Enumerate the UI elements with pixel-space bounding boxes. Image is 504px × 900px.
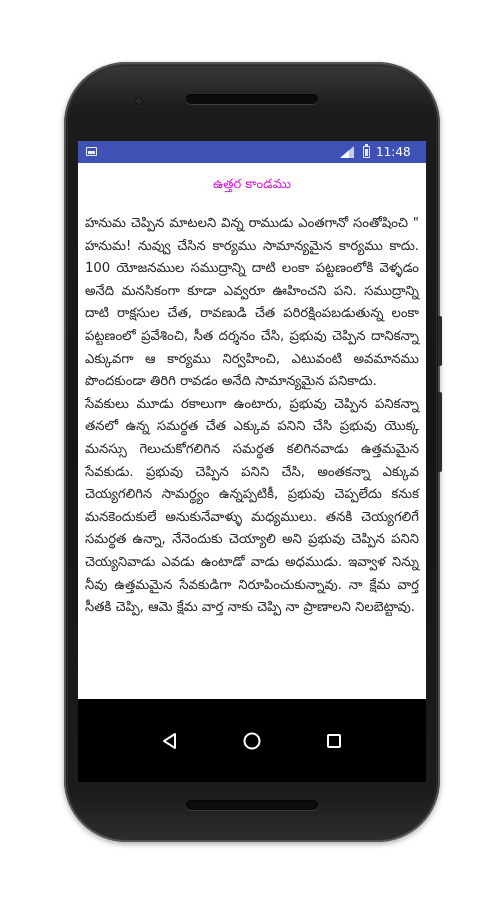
recents-button[interactable] xyxy=(316,723,352,759)
image-notification-icon xyxy=(86,147,97,156)
status-clock: 11:48 xyxy=(376,145,411,159)
volume-button xyxy=(438,392,442,472)
earpiece-speaker xyxy=(186,94,318,104)
navigation-bar xyxy=(78,699,426,782)
status-bar xyxy=(78,141,426,163)
home-button[interactable] xyxy=(234,723,270,759)
chapter-text xyxy=(85,213,419,620)
recents-square-icon xyxy=(325,732,343,750)
power-button xyxy=(438,316,442,366)
bottom-speaker xyxy=(186,800,318,810)
reader-content[interactable] xyxy=(78,163,426,699)
front-camera xyxy=(136,98,142,104)
back-button[interactable] xyxy=(152,723,188,759)
phone-frame xyxy=(64,62,440,842)
battery-icon xyxy=(363,146,370,158)
back-triangle-icon xyxy=(161,732,179,750)
home-circle-icon xyxy=(242,731,262,751)
cell-signal-icon xyxy=(340,146,354,158)
paragraph: హనుమ చెప్పిన మాటలని విన్న రాముడు ఎంతగానో సంతోషించి " హనుమ! నువ్వు చేసిన కార్యము సామాన్యమైన కార్యము కాదు. 100 యోజనముల సముద్రాన్ని దాటి లంకా పట్టణంలోకి వెళ్ళడం అనేది మనసికంగా కూడా ఎవ్వరూ ఊహించని పని. సముద్రాన్ని దాటి రాక్షసుల చేత, రావణుడి చేత పరిరక్షింపబడుతున్న లంకా పట్టణంలో ప్రవేశించి, సీత దర్శనం చేసి, ప్రభువు చెప్పిన దానికన్నా ఎక్కువగా ఆ కార్యము నిర్వహించి, ఎటువంటి అవమానము పొందకుండా తిరిగి రావడం అనేది సామాన్యమైన పనికాదు. xyxy=(85,216,419,390)
screen xyxy=(78,141,426,782)
chapter-title: ఉత్తర కాండము xyxy=(213,177,291,192)
paragraph: సేవకులు మూడు రకాలుగా ఉంటారు, ప్రభువు చెప్పిన పనికన్నా తనలో ఉన్న సమర్థత చేత ఎక్కువ పనిని చేసి ప్రభువు యొక్క మనస్సు గెలుచుకోగలిగిన సమర్థత కలిగినవాడు ఉత్తమమైన సేవకుడు. ప్రభువు చెప్పిన పనిని చేసి, అంతకన్నా ఎక్కువ చెయ్యగలిగిన సామర్థ్యం ఉన్నప్పటికీ, ప్రభువు చెప్పలేదు కనుక మనకెందుకులే అనుకునేవాళ్ళు మధ్యములు. తనకి చెయ్యగలిగే సమర్థత ఉన్నా, నేనెందుకు చెయ్యాలి అని ప్రభువు చెప్పిన పనిని చెయ్యనివాడు ఎవడు ఉంటాడో వాడు అధముడు. ఇవ్వాళ నిన్ను నీవు ఉత్తమమైన సేవకుడిగా నిరూపించుకున్నావు. నా క్షేమ వార్త సీతకి చెప్పి, ఆమె క్షేమ వార్త నాకు చెప్పి నా ప్రాణాలని నిలబెట్టావు. xyxy=(85,396,419,616)
